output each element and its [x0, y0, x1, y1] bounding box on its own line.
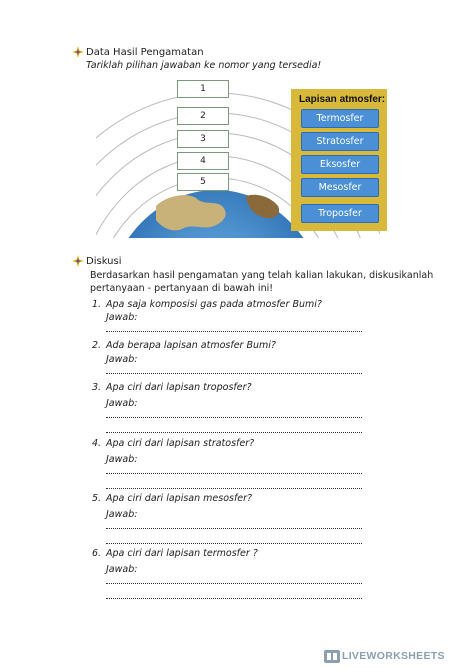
option-stratosfer[interactable]: Stratosfer [301, 132, 379, 151]
question-text: Apa saja komposisi gas pada atmosfer Bumi? [106, 299, 322, 310]
option-eksosfer[interactable]: Eksosfer [301, 155, 379, 174]
section-title-data: Data Hasil Pengamatan [86, 47, 204, 58]
drop-slot-3[interactable]: 3 [177, 130, 229, 148]
question-number: 3. [92, 382, 102, 393]
answer-line[interactable] [106, 330, 362, 332]
answer-label: Jawab: [106, 398, 138, 409]
answer-line[interactable] [106, 597, 362, 599]
question-text: Apa ciri dari lapisan mesosfer? [106, 493, 253, 504]
question-text: Apa ciri dari lapisan termosfer ? [106, 548, 258, 559]
liveworksheets-logo-icon [324, 650, 340, 663]
discussion-intro-line1: Berdasarkan hasil pengamatan yang telah kalian lakukan, diskusikanlah [90, 270, 434, 281]
option-troposfer[interactable]: Troposfer [301, 204, 379, 223]
question-number: 5. [92, 493, 102, 504]
question-text: Apa ciri dari lapisan troposfer? [106, 382, 252, 393]
question-text: Ada berapa lapisan atmosfer Bumi? [106, 340, 276, 351]
bullet-star-icon [72, 46, 84, 58]
answer-line[interactable] [106, 372, 362, 374]
discussion-intro-line2: pertanyaan - pertanyaan di bawah ini! [90, 283, 274, 294]
question-number: 1. [92, 299, 102, 310]
panel-title: Lapisan atmosfer: [299, 94, 386, 105]
answer-line[interactable] [106, 542, 362, 544]
answer-line[interactable] [106, 527, 362, 529]
atmosphere-options-panel [291, 89, 387, 231]
answer-line[interactable] [106, 431, 362, 433]
drop-slot-4[interactable]: 4 [177, 152, 229, 170]
footer-brand-text: LIVEWORKSHEETS [342, 650, 445, 662]
answer-label: Jawab: [106, 454, 138, 465]
answer-label: Jawab: [106, 509, 138, 520]
answer-label: Jawab: [106, 312, 138, 323]
answer-label: Jawab: [106, 354, 138, 365]
question-number: 4. [92, 438, 102, 449]
answer-line[interactable] [106, 487, 362, 489]
question-text: Apa ciri dari lapisan stratosfer? [106, 438, 255, 449]
answer-line[interactable] [106, 472, 362, 474]
section-title-diskusi: Diskusi [86, 256, 122, 267]
answer-line[interactable] [106, 416, 362, 418]
question-number: 2. [92, 340, 102, 351]
section-instruction: Tariklah pilihan jawaban ke nomor yang tersedia! [86, 60, 322, 71]
drop-slot-5[interactable]: 5 [177, 173, 229, 191]
option-mesosfer[interactable]: Mesosfer [301, 178, 379, 197]
option-termosfer[interactable]: Termosfer [301, 109, 379, 128]
answer-line[interactable] [106, 582, 362, 584]
drop-slot-1[interactable]: 1 [177, 80, 229, 98]
bullet-star-icon [72, 255, 84, 267]
drop-slot-2[interactable]: 2 [177, 107, 229, 125]
question-number: 6. [92, 548, 102, 559]
answer-label: Jawab: [106, 564, 138, 575]
